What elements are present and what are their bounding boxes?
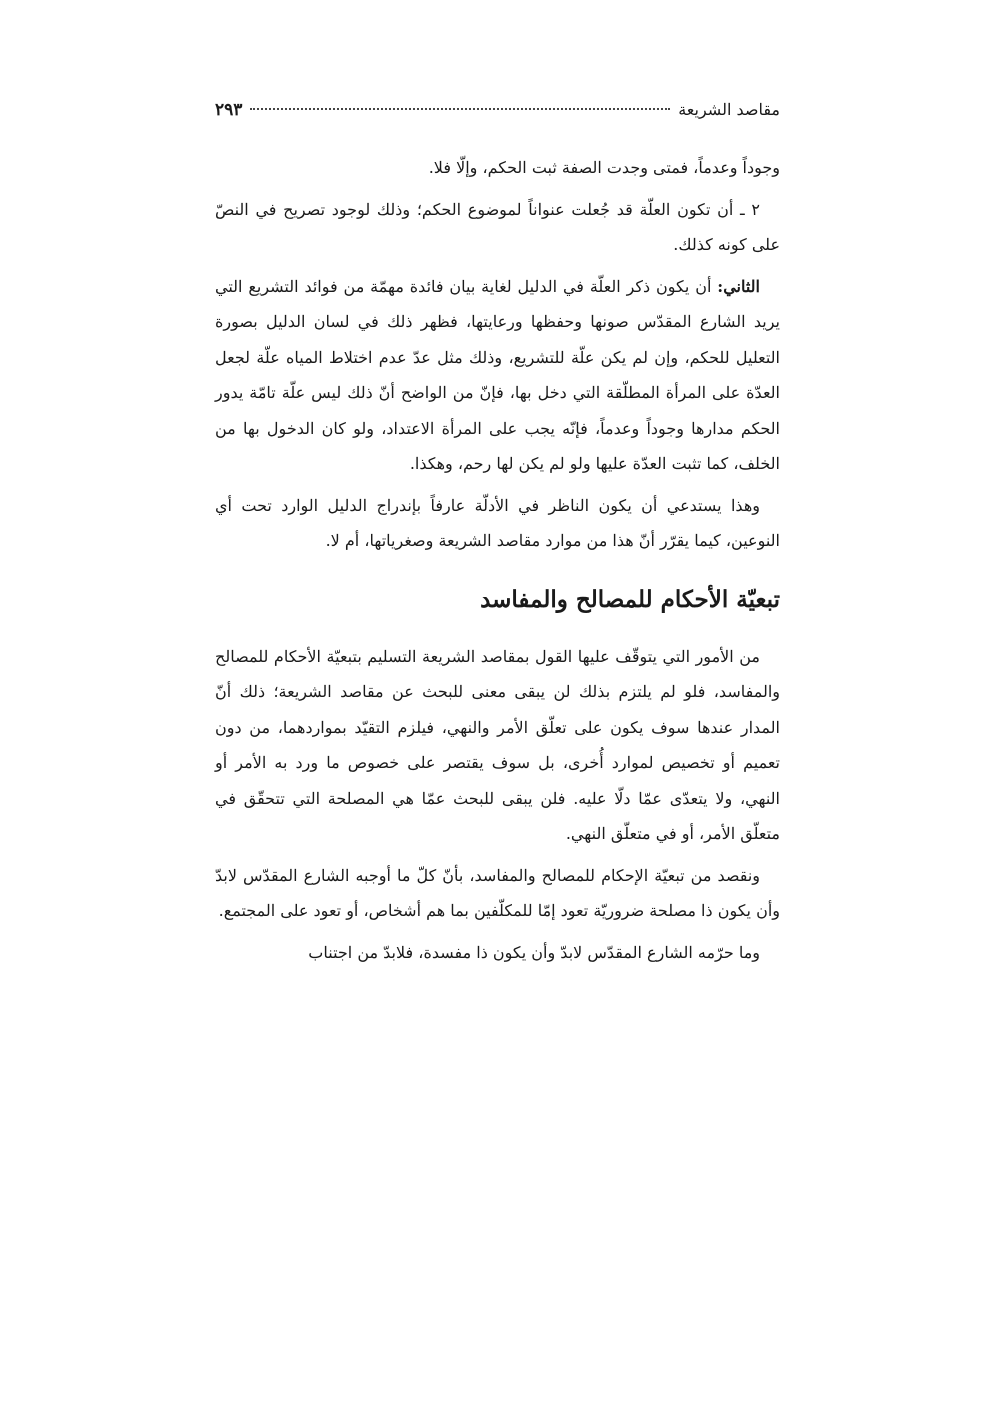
paragraph-second-type [215, 269, 780, 482]
section-heading: تبعيّة الأحكام للمصالح والمفاسد [480, 585, 780, 613]
running-header [215, 100, 780, 130]
page-number: ٢٩٣ [215, 100, 243, 120]
paragraph: وجوداً وعدماً، فمتى وجدت الصفة ثبت الحكم، وإلّا فلا. [428, 158, 780, 177]
paragraph-text: أن يكون ذكر العلّة في الدليل لغاية بيان فائدة مهمّة من فوائد التشريع التي يريد الشارع المقدّس صونها وحفظها ورعايتها، فظهر ذلك في لسان الدليل بصورة التعليل للحكم، وإن لم يكن علّة للتشريع، وذلك مثل عدّ عدم اختلاط المياه علّة لجعل العدّة على المرأة المطلّقة التي دخل بها، فإنّ من الواضح أنّ ذلك ليس علّة تامّة يدور الحكم مدارها وجوداً وعدماً، فإنّه يجب على المرأة الاعتداد، ولو كان الدخول بها من الخلف، كما تثبت العدّة عليها ولو لم يكن لها رحم، وهكذا. [215, 276, 780, 473]
running-title: مقاصد الشريعة [678, 100, 780, 119]
paragraph-label: الثاني: [717, 276, 760, 296]
header-dot-leader [250, 108, 670, 110]
paragraph: ٢ ـ أن تكون العلّة قد جُعلت عنواناً لموضوع الحكم؛ وذلك لوجود تصريح في النصّ على كونه كذلك. [215, 199, 780, 254]
page-body [215, 150, 780, 976]
paragraph: من الأمور التي يتوقّف عليها القول بمقاصد الشريعة التسليم بتبعيّة الأحكام للمصالح والمفاسد، فلو لم يلتزم بذلك لن يبقى معنى للبحث عن مقاصد الشريعة؛ ذلك أنّ المدار عندها سوف يكون على تعلّق الأمر والنهي، فيلزم التقيّد بمواردهما، من دون تعميم أو تخصيص لموارد أُخرى، بل سوف يقتصر على خصوص ما ورد به الأمر أو النهي، ولا يتعدّى عمّا دلّا عليه. فلن يبقى للبحث عمّا هي المصلحة التي تتحقّق في متعلّق الأمر، أو في متعلّق النهي. [215, 646, 780, 843]
paragraph: وما حرّمه الشارع المقدّس لابدّ وأن يكون ذا مفسدة، فلابدّ من اجتناب [308, 942, 760, 962]
paragraph: وهذا يستدعي أن يكون الناظر في الأدلّة عارفاً بإندراج الدليل الوارد تحت أي النوعين، كيما يقرّر أنّ هذا من موارد مقاصد الشريعة وصغرياتها، أم لا. [215, 495, 780, 550]
paragraph: ونقصد من تبعيّة الإحكام للمصالح والمفاسد، بأنّ كلّ ما أوجبه الشارع المقدّس لابدّ وأن يكون ذا مصلحة ضروريّة تعود إمّا للمكلّفين بما هم أشخاص، أو تعود على المجتمع. [215, 865, 780, 920]
